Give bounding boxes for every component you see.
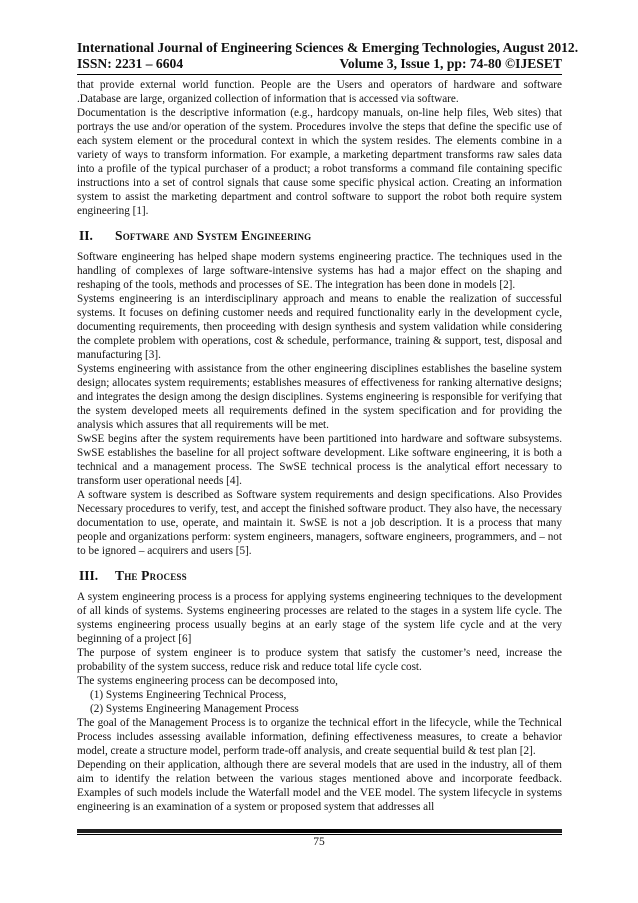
paragraph: A system engineering process is a process for applying systems engineering techniques to the development of all kinds of systems. Systems engineering processes are related to the stages in a system life cycle. The systems engineering process usually begins at an early stage of the system life cycle and at the very beginning of a project [6] [77,591,562,645]
paragraph: Systems engineering is an interdisciplinary approach and means to enable the realization of successful systems. It focuses on defining customer needs and required functionality early in the development cycle, documenting requirements, then proceeding with design synthesis and system validation while considering the complete problem with operations, cost & schedule, performance, training & support, test, disposal and manufacturing [3]. [77,293,562,361]
running-header [77,40,579,72]
paragraph: The goal of the Management Process is to organize the technical effort in the lifecycle, while the Technical Process includes assessing available information, defining effectiveness measures, to create a behavior model, create a structure model, perform trade-off analysis, and create sequential build & test plan [2]. [77,717,562,757]
list-item: (2) Systems Engineering Management Process [90,703,299,715]
paragraph: The systems engineering process can be decomposed into, [77,675,338,687]
section-heading-3 [77,568,562,584]
header-divider [77,74,562,75]
paragraph: The purpose of system engineer is to produce system that satisfy the customer’s need, increase the probability of the system success, reduce risk and reduce total life cycle cost. [77,647,562,673]
journal-title: International Journal of Engineering Sciences & Emerging Technologies, August 2012. [77,40,579,55]
process-list [77,688,562,716]
section-number: III. [79,568,99,583]
section-title: The Process [115,568,187,583]
page [77,40,579,814]
section-heading-2 [77,228,562,244]
issn: ISSN: 2231 – 6604 [77,56,184,71]
paragraph: A software system is described as Software system requirements and design specifications. Also Provides Necessary procedures to verify, test, and accept the finished software product. They also have, the necessary documentation to use, operate, and maintain it. SwSE is not a job description. It is a process that many people and organizations perform: system engineers, managers, software engineers, programmers, and – not to be ignored – acquirers and users [5]. [77,489,562,557]
list-item: (1) Systems Engineering Technical Process, [90,689,287,701]
paragraph: Documentation is the descriptive information (e.g., hardcopy manuals, on-line help files, Web sites) that portrays the use and/or operation of the system. Procedures involve the steps that define the specific use of each system element or the procedural context in which the system resides. The elements combine in a variety of ways to transform information. For example, a marketing department transforms raw sales data into a profile of the typical purchaser of a product; a robot transforms a command file containing specific instructions into a set of control signals that cause some specific physical action. Creating an information system to assist the marketing department and control software to support the robot both require system engineering [1]. [77,107,562,217]
paragraph: Software engineering has helped shape modern systems engineering practice. The techniques used in the handling of complexes of large software-intensive systems has had a major effect on the shaping and reshaping of the tools, methods and processes of SE. The integration has been done in models [2]. [77,251,562,291]
footer-divider [77,829,562,835]
paragraph: Systems engineering with assistance from the other engineering disciplines establishes the baseline system design; allocates system requirements; establishes measures of effectiveness for ranking alternative designs; and integrates the design among the design disciplines. Systems engineering is responsible for verifying that the system developed meets all requirements defined in the system specification and for providing the analysis which assures that all requirements will be met. [77,363,563,431]
section-title: Software and System Engineering [115,228,312,243]
volume-info: Volume 3, Issue 1, pp: 74-80 ©IJESET [339,56,562,71]
paragraph: that provide external world function. People are the Users and operators of hardware and software .Database are large, organized collection of information that is accessed via software. [77,79,562,105]
paragraph: SwSE begins after the system requirements have been partitioned into hardware and software subsystems. SwSE establishes the baseline for all project software development. Like software engineering, it is both a technical and a management process. The SwSE technical process is the analytical effort necessary to transform user operational needs [4]. [77,433,562,487]
section-number: II. [79,228,93,243]
page-number: 75 [313,836,325,848]
header-line-2 [77,56,562,72]
paragraph: Depending on their application, although there are several models that are used in the industry, all of them aim to identify the relation between the various stages mentioned above and incorporate feedback. Examples of such models include the Waterfall model and the VEE model. The system lifecycle in systems engineering is an examination of a system or proposed system that addresses all [77,759,562,813]
